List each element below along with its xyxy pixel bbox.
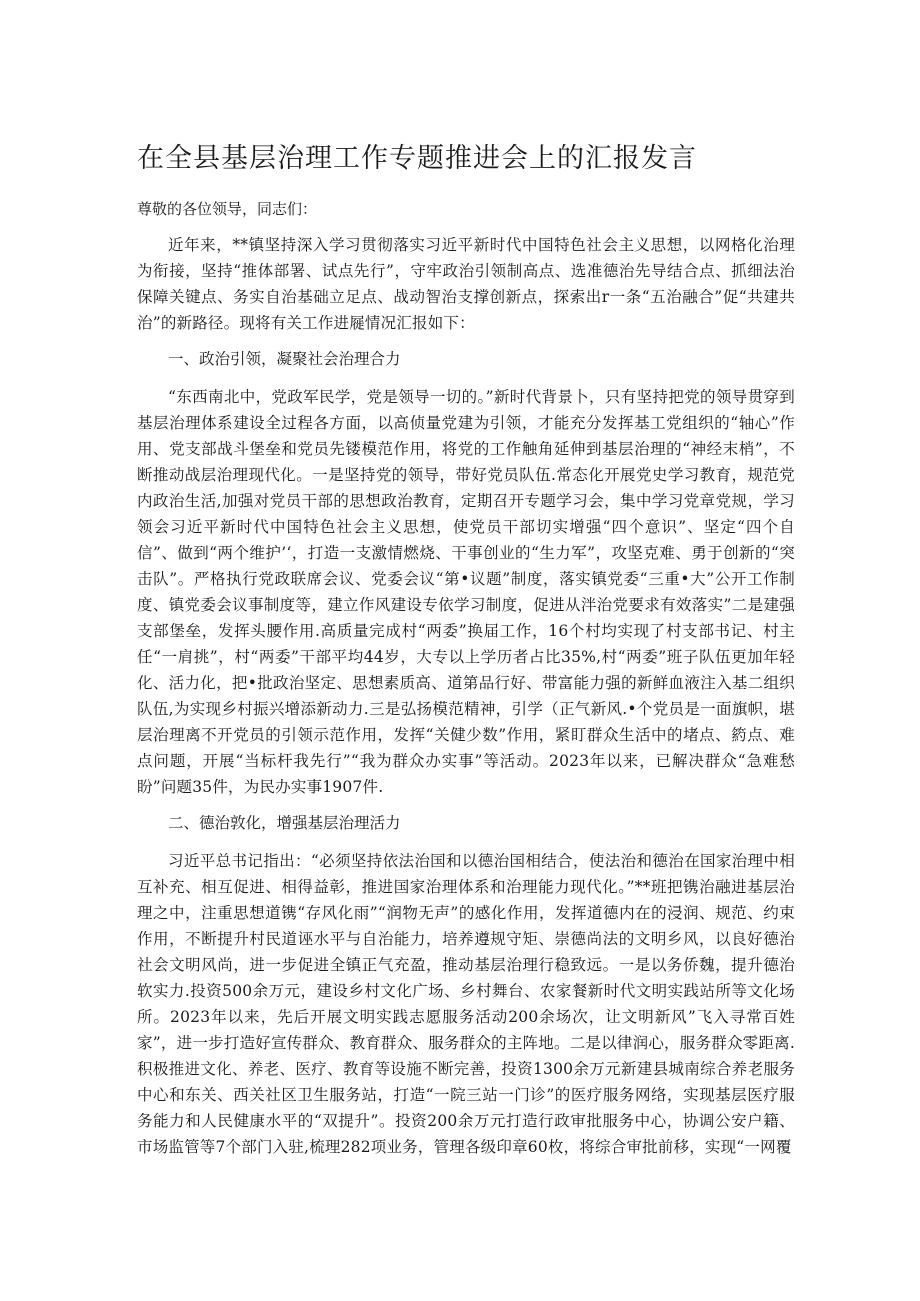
intro-paragraph: 近年来，**镇坚持深入学习贯彻落实习近平新时代中国特色社会主义思想，以网格化治理为衔接，坚持“推体部署、试点先行”，守牢政治引领制高点、选准德治先导结合点、抓细法治保障关键点、务实自治基础立足点、战动智治支撑创新点，探索出r一条“五治融合”促“共建共治”的新路径。现将有关工作进屣情况汇报如下： — [137, 236, 795, 332]
document-body — [137, 232, 795, 1160]
salutation: 尊敬的各位领导，同志们： — [137, 200, 318, 218]
section-heading-politics: 一、政治引领，凝聚社会治理合力 — [168, 350, 401, 368]
section-heading-morality: 二、德治敦化，增强基层治理活力 — [168, 814, 401, 832]
document-title: 在全县基层治理工作专题推进会上的汇报发言 — [137, 143, 697, 174]
section-paragraph-morality: 习近平总书记指出：“必须坚持依法治国和以德治国相结合，使法治和德治在国家治理中相互补充、相互促进、相得益彰，推进国家治理体系和治理能力现代化。”**班把镌治融进基层治理之中，注重思想道镌“存风化雨”“润物无声”的感化作用，发挥道德内在的浸润、规范、约束作用，不断提升村民道诬水平与自治能力，培养遵规守矩、崇德尚法的文明乡风，以良好德治社会文明风尚，进一步促进全镇正气充盈，推动基层治理行稳致远。一是以务侨魏，提升德治软实力.投资500余万元，建设乡村文化广场、乡村舞台、农家餐新时代文明实践站所等文化场所。2023年以来，先后开展文明实践志愿服务活动200余场次，让文明新风”飞入寻常百姓家”，进一步打造好宣传群众、教育群众、服务群众的主阵地。二是以律润心，服务群众零距离.积极推进文化、养老、医疗、教育等设施不断完善，投资1300余万元新建县城南综合养老服务中心和东关、西关社区卫生服务站，打造“一院三站一门诊”的医疗服务网络，实现基层医疗服务能力和人民健康水平的“双提升”。投资200余万元打造行政审批服务中心，协调公安户籍、市场监管等7个部门入驻,梳理282项业务，管理各级印章60枚，将综合审批前移，实现“一网覆 — [137, 852, 795, 1156]
section-paragraph-politics: “东西南北中，党政军民学，党是领导一切的。”新时代背景卜，只有坚持把党的领导贯穿到基层治理体系建设全过程各方面，以高侦量党建为引领，才能充分发挥基工党组织的“轴心”作用、党支部战斗堡垒和党员先镂模范作用，将党的工作触角延伸到基层治理的“神经末梢”，不断推动战层治理现代化。一是坚持党的领导，带好党员队伍.常态化开展党史学习教育，规范党内政治生活,加强对党员干部的思想政治教育，定期召开专题学习会，集中学习党章党规，学习领会习近平新时代中国特色社会主义思想，使党员干部切实增强“四个意识”、坚定“四个自信”、做到“两个维护’‘，打造一支激情燃烧、干事创业的“生力军”，攻坚克难、勇于创新的“突击队”。严格执行党政联席会议、党委会议“第•议题”制度，落实镇党委“三重•大”公开工作制度、镇党委会议事制度等，建立作风建设专依学习制度，促进从泮治党要求有效落实”二是建强支部堡垒，发挥头腰作用.高质量完成村“两委”换届工作，16个村均实现了村支部书记、村主任“一肩挑”，村“两委”干部平均44岁，大专以上学历者占比35%,村“两委”班子队伍更加年轻化、活力化，把•批政治坚定、思想素质高、道第品行好、带富能力强的新鲜血液注入基二组织队伍,为实现乡村振兴增添新动力.三是弘扬模范精神，引学（正气新风.•个党员是一面旗帜，堪层治理离不开党员的引领示范作用，发挥“关健少数”作用，紧盯群众生活中的堵点、箹点、难点问题，开展“当标杆我先行”“我为群众办实事”等活动。2023年以来，已解决群众“急难愁盼”问题35件，为民办实事1907件. — [137, 388, 795, 796]
